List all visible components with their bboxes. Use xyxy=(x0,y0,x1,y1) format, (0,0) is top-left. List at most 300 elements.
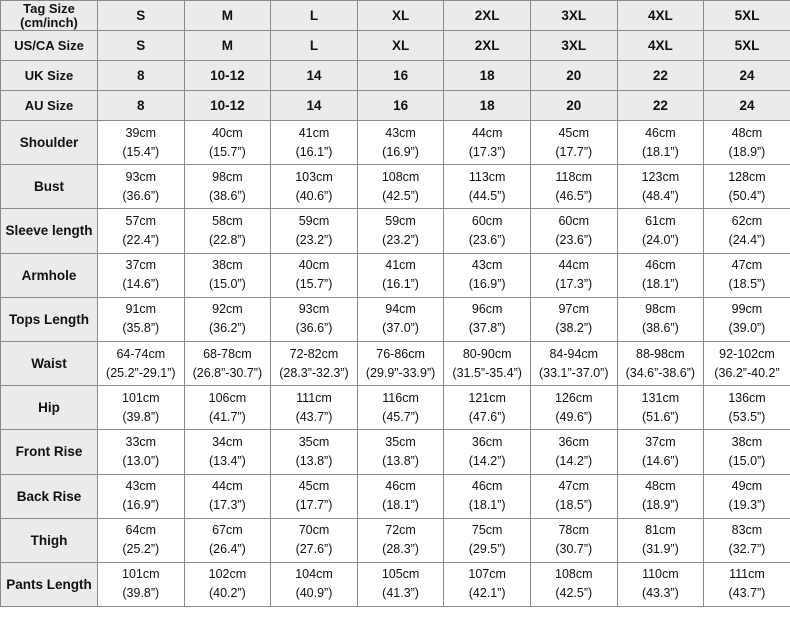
measurement-cell xyxy=(98,341,185,385)
measurement-cm: 136cm xyxy=(728,390,766,405)
measurement-cell xyxy=(271,341,358,385)
size-value-cell: 14 xyxy=(271,91,358,121)
measurement-inch: (39.8”) xyxy=(122,409,160,424)
measurement-inch: (47.6”) xyxy=(468,409,506,424)
measurement-row xyxy=(1,430,790,474)
measurement-inch: (15.7”) xyxy=(208,144,246,159)
measurement-cell xyxy=(530,121,617,165)
measurement-inch: (25.2”) xyxy=(122,542,160,557)
measurement-inch: (41.3”) xyxy=(382,586,419,601)
measurement-cell xyxy=(184,518,271,562)
measurement-label: Waist xyxy=(1,341,98,385)
measurement-cm: 34cm xyxy=(212,434,243,449)
row-label xyxy=(1,91,98,121)
measurement-cell xyxy=(617,562,704,606)
size-value-cell: 20 xyxy=(530,91,617,121)
measurement-inch: (18.5”) xyxy=(555,498,593,513)
measurement-inch: (18.9”) xyxy=(728,144,766,159)
measurement-inch: (43.7”) xyxy=(728,586,766,601)
measurement-inch: (48.4”) xyxy=(641,188,679,203)
measurement-inch: (36.6”) xyxy=(295,321,333,336)
measurement-cm: 81cm xyxy=(645,523,676,538)
measurement-cm: 108cm xyxy=(555,567,593,582)
measurement-cell xyxy=(617,253,704,297)
measurement-cell xyxy=(98,430,185,474)
measurement-cm: 44cm xyxy=(558,258,590,273)
measurement-cm: 62cm xyxy=(731,213,763,228)
measurement-cm: 40cm xyxy=(298,258,330,273)
measurement-label: Sleeve length xyxy=(1,209,98,253)
size-value-cell: S xyxy=(98,1,185,31)
measurement-cell xyxy=(444,518,531,562)
measurement-cell xyxy=(98,386,185,430)
measurement-cm: 116cm xyxy=(382,390,419,405)
measurement-cell xyxy=(530,430,617,474)
size-value-cell: 24 xyxy=(704,61,790,91)
measurement-cm: 123cm xyxy=(641,169,680,184)
measurement-row xyxy=(1,518,790,562)
size-value-cell: 8 xyxy=(98,91,185,121)
measurement-cm: 68-78cm xyxy=(203,346,252,361)
measurement-cm: 38cm xyxy=(731,434,763,449)
measurement-label: Back Rise xyxy=(1,474,98,518)
measurement-cell xyxy=(444,341,531,385)
measurement-cm: 48cm xyxy=(731,125,763,140)
measurement-cell xyxy=(530,253,617,297)
measurement-cell xyxy=(357,297,444,341)
row-label xyxy=(1,61,98,91)
size-value-cell: M xyxy=(184,31,271,61)
measurement-label: Tops Length xyxy=(1,297,98,341)
measurement-cell xyxy=(184,253,271,297)
size-chart-body xyxy=(1,1,790,607)
measurement-cell xyxy=(357,121,444,165)
measurement-inch: (46.5”) xyxy=(555,188,593,203)
header-row xyxy=(1,1,790,31)
measurement-inch: (43.7”) xyxy=(295,409,333,424)
measurement-inch: (44.5”) xyxy=(468,188,506,203)
measurement-cm: 101cm xyxy=(122,567,160,582)
measurement-inch: (19.3”) xyxy=(728,498,766,513)
measurement-cm: 113cm xyxy=(468,169,506,184)
measurement-cell xyxy=(704,253,790,297)
size-value-cell: 16 xyxy=(357,91,444,121)
size-value-cell: 10-12 xyxy=(184,61,271,91)
size-value-cell: L xyxy=(271,31,358,61)
size-value-cell: 10-12 xyxy=(184,91,271,121)
measurement-inch: (43.3”) xyxy=(641,586,679,601)
measurement-inch: (42.5”) xyxy=(555,586,593,601)
row-label-text: Tag Size xyxy=(23,0,75,16)
measurement-label: Hip xyxy=(1,386,98,430)
size-value-cell: 20 xyxy=(530,61,617,91)
measurement-cell xyxy=(184,562,271,606)
measurement-row xyxy=(1,253,790,297)
measurement-inch: (17.3”) xyxy=(468,144,506,159)
measurement-cell xyxy=(184,121,271,165)
measurement-cm: 70cm xyxy=(298,523,330,538)
measurement-inch: (40.9”) xyxy=(295,586,333,601)
measurement-cell xyxy=(184,430,271,474)
measurement-inch: (31.9”) xyxy=(641,542,679,557)
measurement-cell xyxy=(530,341,617,385)
measurement-inch: (51.6”) xyxy=(641,409,679,424)
measurement-label: Bust xyxy=(1,165,98,209)
measurement-cm: 110cm xyxy=(642,567,679,582)
measurement-cell xyxy=(617,297,704,341)
measurement-cm: 91cm xyxy=(125,302,157,317)
measurement-cm: 46cm xyxy=(385,479,416,494)
measurement-cell xyxy=(704,121,790,165)
measurement-cm: 59cm xyxy=(385,213,416,228)
size-value-cell: 24 xyxy=(704,91,790,121)
measurement-cell xyxy=(357,386,444,430)
measurement-inch: (40.6”) xyxy=(295,188,333,203)
measurement-inch: (18.1”) xyxy=(382,498,419,513)
measurement-cm: 99cm xyxy=(731,302,763,317)
measurement-cm: 39cm xyxy=(125,125,157,140)
measurement-cell xyxy=(444,209,531,253)
measurement-inch: (18.5”) xyxy=(728,277,766,292)
measurement-cell xyxy=(271,386,358,430)
measurement-inch: (30.7”) xyxy=(555,542,593,557)
measurement-cm: 33cm xyxy=(125,434,157,449)
measurement-inch: (36.2”) xyxy=(208,321,246,336)
measurement-inch: (14.6”) xyxy=(641,453,679,468)
measurement-inch: (16.1”) xyxy=(382,277,419,292)
measurement-cm: 94cm xyxy=(385,302,416,317)
measurement-inch: (16.9”) xyxy=(468,277,506,292)
measurement-cm: 103cm xyxy=(295,169,333,184)
measurement-cell xyxy=(530,474,617,518)
measurement-label: Pants Length xyxy=(1,562,98,606)
measurement-inch: (23.6”) xyxy=(468,232,506,247)
measurement-cm: 76-86cm xyxy=(376,346,425,361)
measurement-cell xyxy=(184,341,271,385)
measurement-inch: (22.4”) xyxy=(122,232,160,247)
measurement-cm: 106cm xyxy=(208,390,247,405)
measurement-cell xyxy=(530,297,617,341)
measurement-cm: 58cm xyxy=(212,213,243,228)
measurement-inch: (26.4”) xyxy=(208,542,246,557)
measurement-cell xyxy=(184,297,271,341)
measurement-cm: 44cm xyxy=(471,125,503,140)
row-label-text: AU Size xyxy=(24,97,74,113)
measurement-cm: 67cm xyxy=(212,523,243,538)
measurement-cell xyxy=(617,341,704,385)
measurement-inch: (41.7”) xyxy=(208,409,246,424)
measurement-inch: (13.8”) xyxy=(382,453,419,468)
size-value-cell: 3XL xyxy=(530,31,617,61)
measurement-inch: (14.2”) xyxy=(468,453,506,468)
size-value-cell: 2XL xyxy=(444,31,531,61)
measurement-cm: 75cm xyxy=(471,523,503,538)
measurement-inch: (28.3”-32.3”) xyxy=(279,365,349,380)
measurement-inch: (37.8”) xyxy=(468,321,506,336)
measurement-cell xyxy=(357,562,444,606)
size-value-cell: 16 xyxy=(357,61,444,91)
measurement-cm: 97cm xyxy=(558,302,590,317)
row-label xyxy=(1,1,98,31)
measurement-inch: (45.7”) xyxy=(382,409,419,424)
measurement-cm: 118cm xyxy=(555,169,593,184)
measurement-cm: 93cm xyxy=(125,169,157,184)
measurement-cm: 131cm xyxy=(641,390,680,405)
measurement-cell xyxy=(444,297,531,341)
measurement-cm: 72-82cm xyxy=(289,346,339,361)
measurement-cell xyxy=(98,562,185,606)
measurement-cell xyxy=(704,474,790,518)
measurement-cm: 60cm xyxy=(558,213,590,228)
measurement-inch: (29.5”) xyxy=(468,542,506,557)
measurement-cm: 78cm xyxy=(558,523,590,538)
measurement-cm: 41cm xyxy=(298,125,330,140)
measurement-cm: 37cm xyxy=(125,258,157,273)
measurement-inch: (39.8”) xyxy=(122,586,160,601)
measurement-cm: 128cm xyxy=(728,169,766,184)
measurement-row xyxy=(1,562,790,606)
measurement-cell xyxy=(357,474,444,518)
size-value-cell: 4XL xyxy=(617,1,704,31)
measurement-cm: 111cm xyxy=(729,567,765,582)
measurement-cell xyxy=(98,209,185,253)
measurement-cell xyxy=(98,121,185,165)
size-value-cell: 2XL xyxy=(444,1,531,31)
measurement-inch: (15.4”) xyxy=(122,144,160,159)
measurement-cell xyxy=(444,430,531,474)
measurement-label: Front Rise xyxy=(1,430,98,474)
measurement-cm: 45cm xyxy=(558,125,590,140)
measurement-cm: 80-90cm xyxy=(462,346,512,361)
measurement-cm: 37cm xyxy=(645,434,676,449)
measurement-cell xyxy=(357,518,444,562)
measurement-cell xyxy=(271,209,358,253)
measurement-cell xyxy=(704,562,790,606)
measurement-inch: (14.6”) xyxy=(122,277,160,292)
measurement-cm: 111cm xyxy=(296,390,332,405)
measurement-cell xyxy=(530,386,617,430)
measurement-cell xyxy=(617,165,704,209)
measurement-cell xyxy=(617,386,704,430)
measurement-row xyxy=(1,474,790,518)
row-label-text: US/CA Size xyxy=(14,37,84,53)
measurement-cell xyxy=(271,430,358,474)
measurement-inch: (13.8”) xyxy=(295,453,333,468)
measurement-cm: 46cm xyxy=(645,125,676,140)
size-value-cell: M xyxy=(184,1,271,31)
measurement-inch: (23.6”) xyxy=(555,232,593,247)
measurement-inch: (15.0”) xyxy=(208,277,246,292)
measurement-label: Shoulder xyxy=(1,121,98,165)
measurement-inch: (22.8”) xyxy=(208,232,246,247)
measurement-inch: (37.0”) xyxy=(382,321,419,336)
measurement-cm: 92-102cm xyxy=(719,346,775,361)
measurement-row xyxy=(1,209,790,253)
measurement-inch: (49.6”) xyxy=(555,409,593,424)
measurement-inch: (36.2”-40.2” xyxy=(714,365,780,380)
measurement-cell xyxy=(271,121,358,165)
size-value-cell: 5XL xyxy=(704,1,790,31)
measurement-cell xyxy=(357,209,444,253)
measurement-cell xyxy=(444,253,531,297)
measurement-cm: 126cm xyxy=(555,390,593,405)
measurement-cm: 96cm xyxy=(471,302,503,317)
measurement-inch: (17.3”) xyxy=(555,277,593,292)
measurement-cell xyxy=(184,209,271,253)
measurement-cell xyxy=(271,297,358,341)
size-value-cell: 3XL xyxy=(530,1,617,31)
measurement-inch: (24.0”) xyxy=(641,232,679,247)
measurement-cell xyxy=(704,430,790,474)
row-label xyxy=(1,31,98,61)
header-row xyxy=(1,91,790,121)
size-value-cell: 8 xyxy=(98,61,185,91)
measurement-inch: (29.9”-33.9”) xyxy=(365,365,436,380)
size-value-cell: 14 xyxy=(271,61,358,91)
measurement-cell xyxy=(271,562,358,606)
measurement-cell xyxy=(357,341,444,385)
measurement-inch: (23.2”) xyxy=(295,232,333,247)
measurement-inch: (38.6”) xyxy=(208,188,246,203)
measurement-cm: 46cm xyxy=(645,258,676,273)
measurement-cell xyxy=(271,474,358,518)
row-label-subtext: (cm/inch) xyxy=(20,14,78,30)
measurement-cm: 40cm xyxy=(212,125,243,140)
measurement-inch: (17.7”) xyxy=(295,498,333,513)
measurement-inch: (13.0”) xyxy=(122,453,160,468)
measurement-cell xyxy=(704,386,790,430)
measurement-cell xyxy=(357,430,444,474)
measurement-cm: 60cm xyxy=(471,213,503,228)
measurement-cm: 64cm xyxy=(125,523,157,538)
measurement-inch: (34.6”-38.6”) xyxy=(625,365,696,380)
measurement-cell xyxy=(704,165,790,209)
measurement-cell xyxy=(271,253,358,297)
measurement-inch: (18.1”) xyxy=(468,498,506,513)
measurement-cell xyxy=(444,165,531,209)
measurement-inch: (36.6”) xyxy=(122,188,160,203)
measurement-cell xyxy=(98,297,185,341)
measurement-cell xyxy=(530,562,617,606)
measurement-cm: 35cm xyxy=(385,434,416,449)
measurement-inch: (23.2”) xyxy=(382,232,419,247)
measurement-row xyxy=(1,121,790,165)
size-value-cell: 18 xyxy=(444,91,531,121)
measurement-cell xyxy=(184,165,271,209)
measurement-inch: (28.3”) xyxy=(382,542,419,557)
measurement-cell xyxy=(704,518,790,562)
measurement-cm: 47cm xyxy=(731,258,763,273)
measurement-cm: 59cm xyxy=(298,213,330,228)
measurement-cell xyxy=(617,518,704,562)
measurement-cell xyxy=(271,165,358,209)
measurement-cm: 57cm xyxy=(125,213,157,228)
measurement-cell xyxy=(184,386,271,430)
measurement-inch: (25.2”-29.1”) xyxy=(106,365,176,380)
measurement-inch: (18.9”) xyxy=(641,498,679,513)
measurement-inch: (32.7”) xyxy=(728,542,766,557)
measurement-cell xyxy=(184,474,271,518)
measurement-cm: 72cm xyxy=(385,523,416,538)
measurement-cell xyxy=(98,474,185,518)
measurement-cm: 43cm xyxy=(385,125,416,140)
measurement-label: Armhole xyxy=(1,253,98,297)
measurement-cm: 38cm xyxy=(212,258,243,273)
measurement-inch: (27.6”) xyxy=(295,542,333,557)
measurement-cm: 35cm xyxy=(298,434,330,449)
size-value-cell: 4XL xyxy=(617,31,704,61)
measurement-inch: (31.5”-35.4”) xyxy=(452,365,522,380)
measurement-row xyxy=(1,165,790,209)
size-value-cell: 18 xyxy=(444,61,531,91)
measurement-inch: (15.0”) xyxy=(728,453,766,468)
measurement-cm: 48cm xyxy=(645,479,676,494)
measurement-inch: (24.4”) xyxy=(728,232,766,247)
measurement-cell xyxy=(357,165,444,209)
measurement-cell xyxy=(530,518,617,562)
measurement-cell xyxy=(704,209,790,253)
measurement-cm: 107cm xyxy=(468,567,506,582)
measurement-cm: 105cm xyxy=(381,567,420,582)
measurement-cm: 108cm xyxy=(381,169,420,184)
measurement-cell xyxy=(530,165,617,209)
measurement-inch: (40.2”) xyxy=(208,586,246,601)
measurement-inch: (16.1”) xyxy=(295,144,333,159)
measurement-inch: (16.9”) xyxy=(382,144,419,159)
measurement-inch: (18.1”) xyxy=(641,277,679,292)
header-row xyxy=(1,61,790,91)
measurement-cell xyxy=(617,121,704,165)
measurement-cm: 93cm xyxy=(298,302,330,317)
size-value-cell: 22 xyxy=(617,61,704,91)
measurement-cm: 36cm xyxy=(558,434,590,449)
measurement-cell xyxy=(444,474,531,518)
measurement-inch: (14.2”) xyxy=(555,453,593,468)
size-value-cell: XL xyxy=(357,31,444,61)
measurement-inch: (18.1”) xyxy=(641,144,679,159)
measurement-inch: (13.4”) xyxy=(208,453,246,468)
measurement-cm: 43cm xyxy=(125,479,157,494)
measurement-cm: 64-74cm xyxy=(116,346,166,361)
measurement-cell xyxy=(98,165,185,209)
measurement-cm: 98cm xyxy=(645,302,676,317)
measurement-cm: 47cm xyxy=(558,479,590,494)
measurement-inch: (17.3”) xyxy=(208,498,246,513)
measurement-cm: 101cm xyxy=(122,390,160,405)
measurement-cm: 98cm xyxy=(212,169,243,184)
measurement-inch: (38.2”) xyxy=(555,321,593,336)
measurement-cm: 92cm xyxy=(212,302,243,317)
size-value-cell: S xyxy=(98,31,185,61)
measurement-inch: (53.5”) xyxy=(728,409,766,424)
measurement-row xyxy=(1,297,790,341)
measurement-cell xyxy=(444,386,531,430)
measurement-cell xyxy=(617,474,704,518)
measurement-cm: 121cm xyxy=(468,390,506,405)
measurement-cm: 44cm xyxy=(212,479,243,494)
measurement-cm: 45cm xyxy=(298,479,330,494)
measurement-inch: (15.7”) xyxy=(295,277,333,292)
measurement-cell xyxy=(530,209,617,253)
measurement-cm: 88-98cm xyxy=(636,346,685,361)
measurement-cell xyxy=(704,341,790,385)
measurement-row xyxy=(1,341,790,385)
measurement-inch: (38.6”) xyxy=(641,321,679,336)
measurement-cm: 104cm xyxy=(295,567,333,582)
measurement-cm: 36cm xyxy=(471,434,503,449)
measurement-inch: (39.0”) xyxy=(728,321,766,336)
measurement-cm: 41cm xyxy=(385,258,416,273)
